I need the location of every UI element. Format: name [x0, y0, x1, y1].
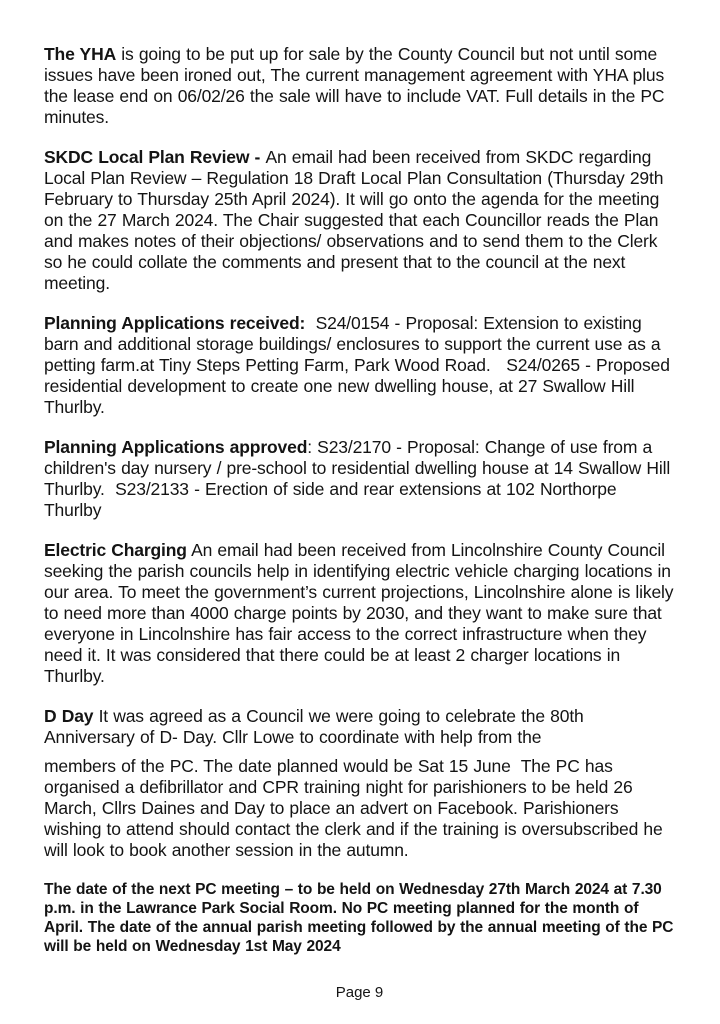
paragraph-electric-charging — [44, 540, 679, 687]
paragraph-electric-charging-text: An email had been received from Lincolnshire County Council seeking the parish councils help in identifying electric vehicle charging locations in our area. To meet the government’s current projections, Lincolnshire alone is likely to need more than 4000 charge points by 2030, and they want to make sure that everyone in Lincolnshire has fair access to the correct infrastructure when they need it. It was considered that there could be at least 2 charger locations in Thurlby. — [44, 540, 679, 686]
paragraph-d-day-continued-text: members of the PC. The date planned would be Sat 15 June The PC has organised a defibrillator and CPR training night for parishioners to be held 26 March, Cllrs Daines and Day to place an advert on Facebook. Parishioners wishing to attend should contact the clerk and if the training is oversubscribed he will look to book another session in the autumn. — [44, 756, 668, 860]
paragraph-skdc-local-plan-lead: SKDC Local Plan Review - — [44, 147, 266, 167]
paragraph-planning-approved-lead: Planning Applications approved — [44, 437, 308, 457]
paragraph-yha-lead: The YHA — [44, 44, 117, 64]
paragraph-d-day-continued — [44, 756, 675, 861]
page-number: Page 9 — [335, 984, 384, 1001]
paragraph-d-day — [44, 706, 675, 748]
paragraph-next-meeting-text: The date of the next PC meeting – to be held on Wednesday 27th March 2024 at 7.30 p.m. in the Lawrance Park Social Room. No PC meeting planned for the month of April. The date of the annual parish meeting followed by the annual meeting of the PC will be held on Wednesday 1st May 2024 — [44, 881, 679, 955]
paragraph-d-day-text: It was agreed as a Council we were going to celebrate the 80th Anniversary of D- Day. Cllr Lowe to coordinate with help from the — [44, 706, 588, 747]
paragraph-skdc-local-plan-text: An email had been received from SKDC regarding Local Plan Review – Regulation 18 Draft Local Plan Consultation (Thursday 29th February to Thursday 25th April 2024). It will go onto the agenda for the meeting on the 27 March 2024. The Chair suggested that each Councillor reads the Plan and makes notes of their objections/ observations and to send them to the Clerk so he could collate the comments and present that to the council at the next meeting. — [44, 147, 669, 293]
paragraph-next-meeting — [44, 880, 679, 956]
paragraph-planning-received-text: S24/0154 - Proposal: Extension to existing barn and additional storage buildings/ enclosures to support the current use as a petting farm.at Tiny Steps Petting Farm, Park Wood Road. S24/0265 - Proposed residential development to create one new dwelling house, at 27 Swallow Hill Thurlby. — [44, 313, 675, 417]
paragraph-electric-charging-lead: Electric Charging — [44, 540, 187, 560]
paragraph-skdc-local-plan — [44, 147, 675, 294]
paragraph-yha — [44, 44, 675, 128]
paragraph-planning-approved-text: : S23/2170 - Proposal: Change of use from a children's day nursery / pre-school to residential dwelling house at 14 Swallow Hill Thurlby. S23/2133 - Erection of side and rear extensions at 102 Northorpe Thurlby — [44, 437, 675, 520]
paragraph-planning-received — [44, 313, 675, 418]
paragraph-d-day-lead: D Day — [44, 706, 94, 726]
paragraph-planning-received-lead: Planning Applications received: — [44, 313, 306, 333]
paragraph-planning-approved — [44, 437, 675, 521]
paragraph-yha-text: is going to be put up for sale by the County Council but not until some issues have been ironed out, The current management agreement with YHA plus the lease end on 06/02/26 the sale will have to include VAT. Full details in the PC minutes. — [44, 44, 670, 127]
